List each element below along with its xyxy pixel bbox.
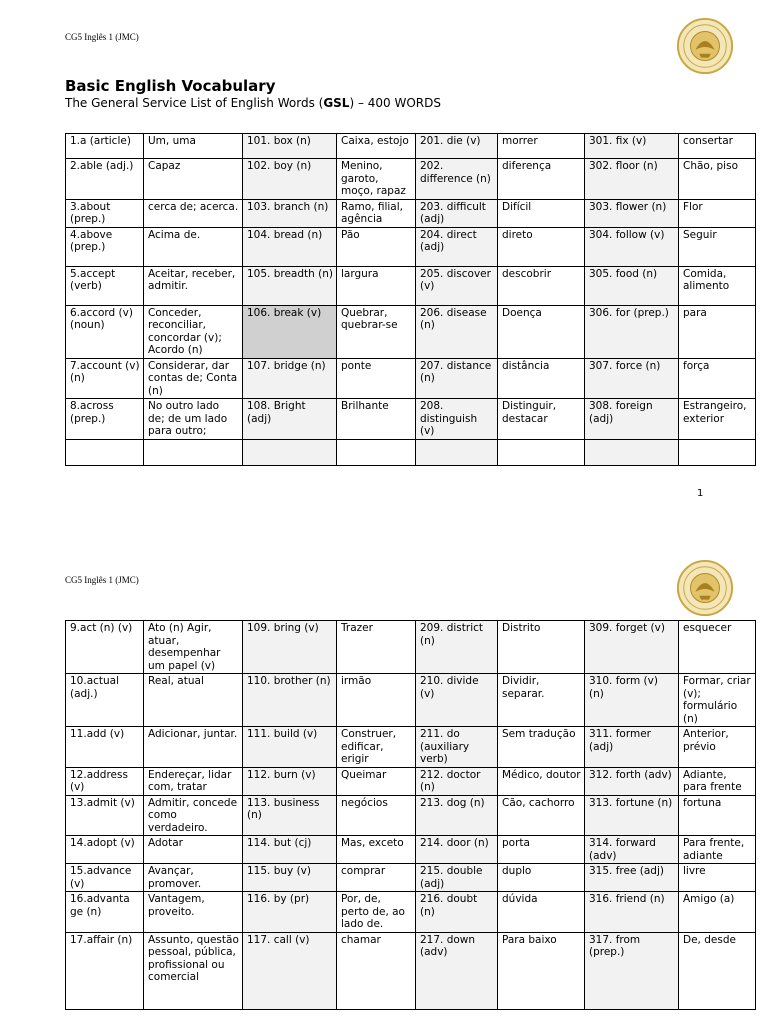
english-term-cell: 208. distinguish (v) [416,399,498,440]
english-term-cell: 116. by (pr) [243,892,337,933]
page-2 [0,544,768,1024]
translation-cell: Assunto, questão pessoal, pública, profissional ou comercial [144,932,243,1009]
translation-cell: De, desde [679,932,756,1009]
english-term-cell: 117. call (v) [243,932,337,1009]
english-term-cell: 206. disease (n) [416,305,498,358]
english-term-cell: 212. doctor (n) [416,767,498,795]
english-term-cell: 103. branch (n) [243,199,337,227]
english-term-cell: 215. double (adj) [416,864,498,892]
english-term-cell: 104. bread (n) [243,227,337,266]
english-term-cell: 207. distance (n) [416,358,498,399]
table-row [66,199,756,227]
translation-cell: Seguir [679,227,756,266]
translation-cell: Aceitar, receber, admitir. [144,266,243,305]
table-row [66,358,756,399]
translation-cell: No outro lado de; de um lado para outro; [144,399,243,440]
subtitle-prefix: The General Service List of English Words ( [65,96,324,110]
translation-cell [337,439,416,465]
translation-cell: Doença [498,305,585,358]
translation-cell: irmão [337,674,416,727]
english-term-cell: 316. friend (n) [585,892,679,933]
english-term-cell: 11.add (v) [66,727,144,768]
english-term-cell: 109. bring (v) [243,621,337,674]
english-term-cell: 301. fix (v) [585,134,679,159]
translation-cell: Ramo, filial, agência [337,199,416,227]
translation-cell: Conceder, reconciliar, concordar (v); Acordo (n) [144,305,243,358]
translation-cell: Anterior, prévio [679,727,756,768]
translation-cell: Para frente, adiante [679,836,756,864]
vocabulary-table-1 [65,133,756,466]
translation-cell: direto [498,227,585,266]
english-term-cell: 9.act (n) (v) [66,621,144,674]
translation-cell: Acima de. [144,227,243,266]
translation-cell: Capaz [144,159,243,200]
translation-cell: Dividir, separar. [498,674,585,727]
english-term-cell: 14.adopt (v) [66,836,144,864]
translation-cell: negócios [337,795,416,836]
translation-cell: livre [679,864,756,892]
english-term-cell: 105. breadth (n) [243,266,337,305]
seal-logo [676,559,734,617]
english-term-cell: 310. form (v) (n) [585,674,679,727]
table-row [66,727,756,768]
table-row [66,836,756,864]
english-term-cell: 2.able (adj.) [66,159,144,200]
english-term-cell: 314. forward (adv) [585,836,679,864]
translation-cell: Adotar [144,836,243,864]
english-term-cell: 304. follow (v) [585,227,679,266]
translation-cell: dúvida [498,892,585,933]
english-term-cell: 17.affair (n) [66,932,144,1009]
translation-cell: Real, atual [144,674,243,727]
translation-cell: Flor [679,199,756,227]
translation-cell: Estrangeiro, exterior [679,399,756,440]
table-row [66,266,756,305]
english-term-cell: 7.account (v) (n) [66,358,144,399]
translation-cell: chamar [337,932,416,1009]
english-term-cell [243,439,337,465]
english-term-cell: 4.above (prep.) [66,227,144,266]
translation-cell: comprar [337,864,416,892]
english-term-cell: 114. but (cj) [243,836,337,864]
english-term-cell: 313. fortune (n) [585,795,679,836]
translation-cell: distância [498,358,585,399]
page-header: CG5 Inglês 1 (JMC) [65,32,139,42]
table-row [66,674,756,727]
english-term-cell: 112. burn (v) [243,767,337,795]
translation-cell: Amigo (a) [679,892,756,933]
english-term-cell: 106. break (v) [243,305,337,358]
translation-cell: Caixa, estojo [337,134,416,159]
translation-cell [144,439,243,465]
english-term-cell: 15.advance (v) [66,864,144,892]
vocabulary-table-2 [65,620,756,1010]
translation-cell: Mas, exceto [337,836,416,864]
translation-cell: cerca de; acerca. [144,199,243,227]
english-term-cell: 204. direct (adj) [416,227,498,266]
translation-cell: Vantagem, proveito. [144,892,243,933]
translation-cell: duplo [498,864,585,892]
english-term-cell: 6.accord (v) (noun) [66,305,144,358]
english-term-cell: 203. difficult (adj) [416,199,498,227]
english-term-cell: 209. district (n) [416,621,498,674]
table-row [66,227,756,266]
english-term-cell: 110. brother (n) [243,674,337,727]
translation-cell: Comida, alimento [679,266,756,305]
translation-cell: Formar, criar (v); formulário (n) [679,674,756,727]
english-term-cell: 10.actual (adj.) [66,674,144,727]
table-row [66,892,756,933]
translation-cell: fortuna [679,795,756,836]
english-term-cell: 309. forget (v) [585,621,679,674]
english-term-cell: 311. former (adj) [585,727,679,768]
translation-cell: Distinguir, destacar [498,399,585,440]
translation-cell: Sem tradução [498,727,585,768]
english-term-cell: 16.advanta ge (n) [66,892,144,933]
subtitle-gsl: GSL [323,96,350,110]
subtitle-suffix: ) – 400 WORDS [349,96,441,110]
english-term-cell: 205. discover (v) [416,266,498,305]
table-row [66,795,756,836]
translation-cell: Queimar [337,767,416,795]
translation-cell: Médico, doutor [498,767,585,795]
translation-cell: força [679,358,756,399]
translation-cell: largura [337,266,416,305]
seal-logo [676,17,734,75]
table-row [66,399,756,440]
translation-cell: Menino, garoto, moço, rapaz [337,159,416,200]
translation-cell: porta [498,836,585,864]
table-row [66,767,756,795]
english-term-cell: 307. force (n) [585,358,679,399]
translation-cell: Cão, cachorro [498,795,585,836]
table-row [66,439,756,465]
translation-cell: Por, de, perto de, ao lado de. [337,892,416,933]
translation-cell: Construer, edificar, erigir [337,727,416,768]
english-term-cell [416,439,498,465]
english-term-cell: 306. for (prep.) [585,305,679,358]
english-term-cell [66,439,144,465]
translation-cell: Avançar, promover. [144,864,243,892]
translation-cell: Pão [337,227,416,266]
english-term-cell: 214. door (n) [416,836,498,864]
translation-cell: Chão, piso [679,159,756,200]
table-row [66,864,756,892]
translation-cell: descobrir [498,266,585,305]
translation-cell: Trazer [337,621,416,674]
english-term-cell: 3.about (prep.) [66,199,144,227]
translation-cell: Difícil [498,199,585,227]
translation-cell: Adiante, para frente [679,767,756,795]
translation-cell [679,439,756,465]
english-term-cell: 201. die (v) [416,134,498,159]
english-term-cell: 302. floor (n) [585,159,679,200]
translation-cell: Quebrar, quebrar-se [337,305,416,358]
translation-cell: Para baixo [498,932,585,1009]
english-term-cell: 217. down (adv) [416,932,498,1009]
english-term-cell: 13.admit (v) [66,795,144,836]
translation-cell: diferença [498,159,585,200]
english-term-cell: 115. buy (v) [243,864,337,892]
page-header: CG5 Inglês 1 (JMC) [65,575,139,585]
translation-cell: Ato (n) Agir, atuar, desempenhar um papel (v) [144,621,243,674]
english-term-cell: 305. food (n) [585,266,679,305]
translation-cell: esquecer [679,621,756,674]
english-term-cell: 216. doubt (n) [416,892,498,933]
english-term-cell: 210. divide (v) [416,674,498,727]
table-row [66,159,756,200]
translation-cell: Um, uma [144,134,243,159]
english-term-cell: 8.across (prep.) [66,399,144,440]
translation-cell: consertar [679,134,756,159]
english-term-cell: 102. boy (n) [243,159,337,200]
english-term-cell: 213. dog (n) [416,795,498,836]
page-number: 1 [697,488,704,499]
translation-cell: Distrito [498,621,585,674]
english-term-cell: 202. difference (n) [416,159,498,200]
translation-cell: para [679,305,756,358]
translation-cell: ponte [337,358,416,399]
translation-cell: Admitir, concede como verdadeiro. [144,795,243,836]
english-term-cell: 108. Bright (adj) [243,399,337,440]
english-term-cell: 211. do (auxiliary verb) [416,727,498,768]
english-term-cell: 113. business (n) [243,795,337,836]
english-term-cell: 315. free (adj) [585,864,679,892]
english-term-cell: 303. flower (n) [585,199,679,227]
english-term-cell: 1.a (article) [66,134,144,159]
translation-cell: Brilhante [337,399,416,440]
translation-cell: Adicionar, juntar. [144,727,243,768]
translation-cell: morrer [498,134,585,159]
english-term-cell: 111. build (v) [243,727,337,768]
english-term-cell: 101. box (n) [243,134,337,159]
translation-cell [498,439,585,465]
page-title: Basic English Vocabulary [65,77,276,95]
english-term-cell: 5.accept (verb) [66,266,144,305]
table-row [66,134,756,159]
english-term-cell: 107. bridge (n) [243,358,337,399]
english-term-cell: 12.address (v) [66,767,144,795]
english-term-cell: 317. from (prep.) [585,932,679,1009]
translation-cell: Endereçar, lidar com, tratar [144,767,243,795]
english-term-cell [585,439,679,465]
english-term-cell: 312. forth (adv) [585,767,679,795]
table-row [66,621,756,674]
page-subtitle [65,96,441,110]
table-row [66,305,756,358]
table-row [66,932,756,1009]
english-term-cell: 308. foreign (adj) [585,399,679,440]
translation-cell: Considerar, dar contas de; Conta (n) [144,358,243,399]
